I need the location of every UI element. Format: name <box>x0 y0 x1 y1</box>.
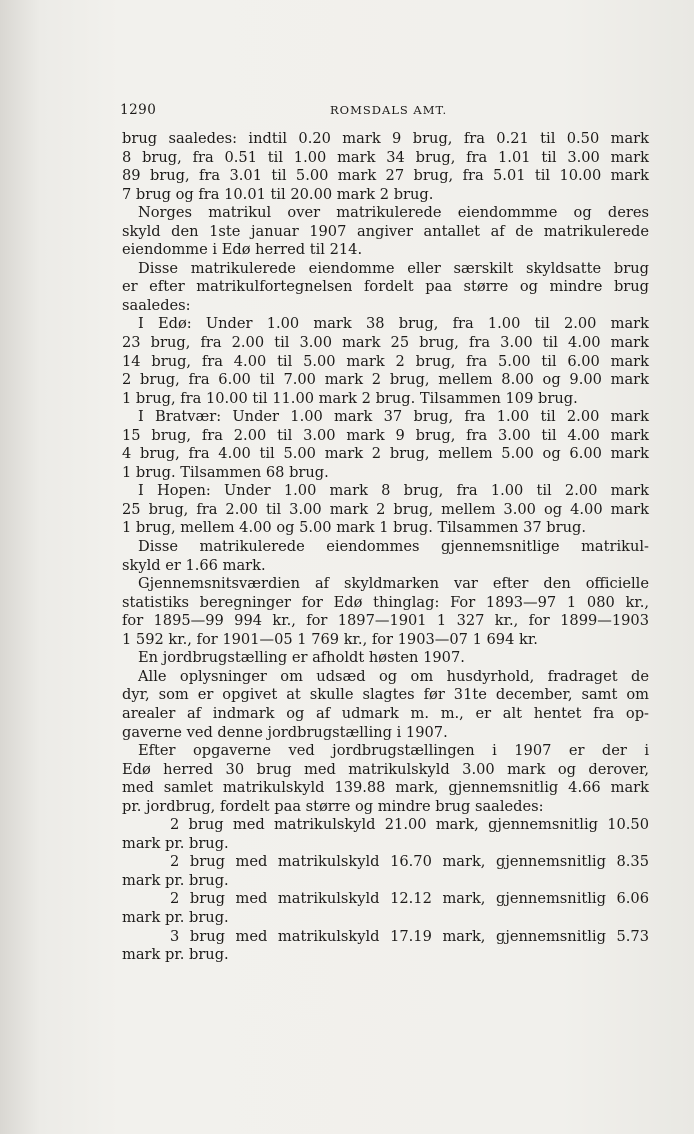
text-line: pr. jordbrug, fordelt paa større og mindre brug saaledes: <box>122 797 544 815</box>
text-line: arealer af indmark og af udmark m. m., er alt hentet fra op- <box>122 704 649 722</box>
text-line: mark pr. brug. <box>122 946 229 964</box>
section-title: ROMSDALS AMT. <box>330 103 448 117</box>
text-line: mark pr. brug. <box>122 834 229 852</box>
body-text <box>122 130 649 965</box>
text-line: statistiks beregninger for Edø thinglag: For 1893—97 1 080 kr., <box>122 593 649 611</box>
text-line: Disse matrikulerede eiendommes gjennemsnitlige matrikul- <box>138 538 649 556</box>
text-line: Efter opgaverne ved jordbrugstællingen i 1907 er der i <box>138 742 649 760</box>
text-line: 8 brug, fra 0.51 til 1.00 mark 34 brug, fra 1.01 til 3.00 mark <box>122 148 649 166</box>
text-line: er efter matrikulfortegnelsen fordelt paa større og mindre brug <box>122 278 649 296</box>
text-line: Gjennemsnitsværdien af skyldmarken var efter den officielle <box>138 575 649 593</box>
text-line: Edø herred 30 brug med matrikulskyld 3.00 mark og derover, <box>122 760 649 778</box>
text-line: 1 brug. Tilsammen 68 brug. <box>122 463 329 481</box>
text-line: I Bratvær: Under 1.00 mark 37 brug, fra 1.00 til 2.00 mark <box>138 408 649 426</box>
text-line: Norges matrikul over matrikulerede eiendommme og deres <box>138 204 649 222</box>
text-line: I Edø: Under 1.00 mark 38 brug, fra 1.00 til 2.00 mark <box>138 315 649 333</box>
text-line: I Hopen: Under 1.00 mark 8 brug, fra 1.00 til 2.00 mark <box>138 482 649 500</box>
text-line: gaverne ved denne jordbrugstælling i 1907. <box>122 723 448 741</box>
text-line: 2 brug med matrikulskyld 12.12 mark, gjennemsnitlig 6.06 <box>170 890 649 908</box>
text-line: 1 592 kr., for 1901—05 1 769 kr., for 1903—07 1 694 kr. <box>122 630 538 648</box>
text-line: 25 brug, fra 2.00 til 3.00 mark 2 brug, mellem 3.00 og 4.00 mark <box>122 500 649 518</box>
text-line: skyld den 1ste januar 1907 angiver antallet af de matrikulerede <box>122 222 649 240</box>
text-line: brug saaledes: indtil 0.20 mark 9 brug, fra 0.21 til 0.50 mark <box>122 130 649 147</box>
text-line: 2 brug med matrikulskyld 16.70 mark, gjennemsnitlig 8.35 <box>170 853 649 871</box>
text-line: Disse matrikulerede eiendomme eller særskilt skyldsatte brug <box>138 259 649 277</box>
text-line: dyr, som er opgivet at skulle slagtes før 31te december, samt om <box>122 686 649 704</box>
text-line: 1 brug, fra 10.00 til 11.00 mark 2 brug. Tilsammen 109 brug. <box>122 389 578 407</box>
text-line: Alle oplysninger om udsæd og om husdyrhold, fradraget de <box>138 667 649 685</box>
page-number: 1290 <box>120 102 157 118</box>
text-line: skyld er 1.66 mark. <box>122 556 266 574</box>
text-line: 4 brug, fra 4.00 til 5.00 mark 2 brug, mellem 5.00 og 6.00 mark <box>122 445 649 463</box>
text-line: 7 brug og fra 10.01 til 20.00 mark 2 brug. <box>122 185 434 203</box>
text-line: En jordbrugstælling er afholdt høsten 1907. <box>138 649 465 667</box>
text-line: 1 brug, mellem 4.00 og 5.00 mark 1 brug. Tilsammen 37 brug. <box>122 519 586 537</box>
text-line: 15 brug, fra 2.00 til 3.00 mark 9 brug, fra 3.00 til 4.00 mark <box>122 426 649 444</box>
text-line: med samlet matrikulskyld 139.88 mark, gjennemsnitlig 4.66 mark <box>122 779 649 797</box>
text-line: eiendomme i Edø herred til 214. <box>122 241 363 259</box>
text-line: for 1895—99 994 kr., for 1897—1901 1 327 kr., for 1899—1903 <box>122 612 649 630</box>
text-line: saaledes: <box>122 296 191 314</box>
text-line: mark pr. brug. <box>122 871 229 889</box>
text-line: 23 brug, fra 2.00 til 3.00 mark 25 brug, fra 3.00 til 4.00 mark <box>122 334 649 352</box>
text-line: 2 brug med matrikulskyld 21.00 mark, gjennemsnitlig 10.50 <box>170 816 649 834</box>
running-head <box>120 102 648 120</box>
text-line: 2 brug, fra 6.00 til 7.00 mark 2 brug, mellem 8.00 og 9.00 mark <box>122 371 649 389</box>
text-line: 14 brug, fra 4.00 til 5.00 mark 2 brug, fra 5.00 til 6.00 mark <box>122 352 649 370</box>
text-line: 3 brug med matrikulskyld 17.19 mark, gjennemsnitlig 5.73 <box>170 927 649 945</box>
text-line: 89 brug, fra 3.01 til 5.00 mark 27 brug, fra 5.01 til 10.00 mark <box>122 167 649 185</box>
text-line: mark pr. brug. <box>122 908 229 926</box>
